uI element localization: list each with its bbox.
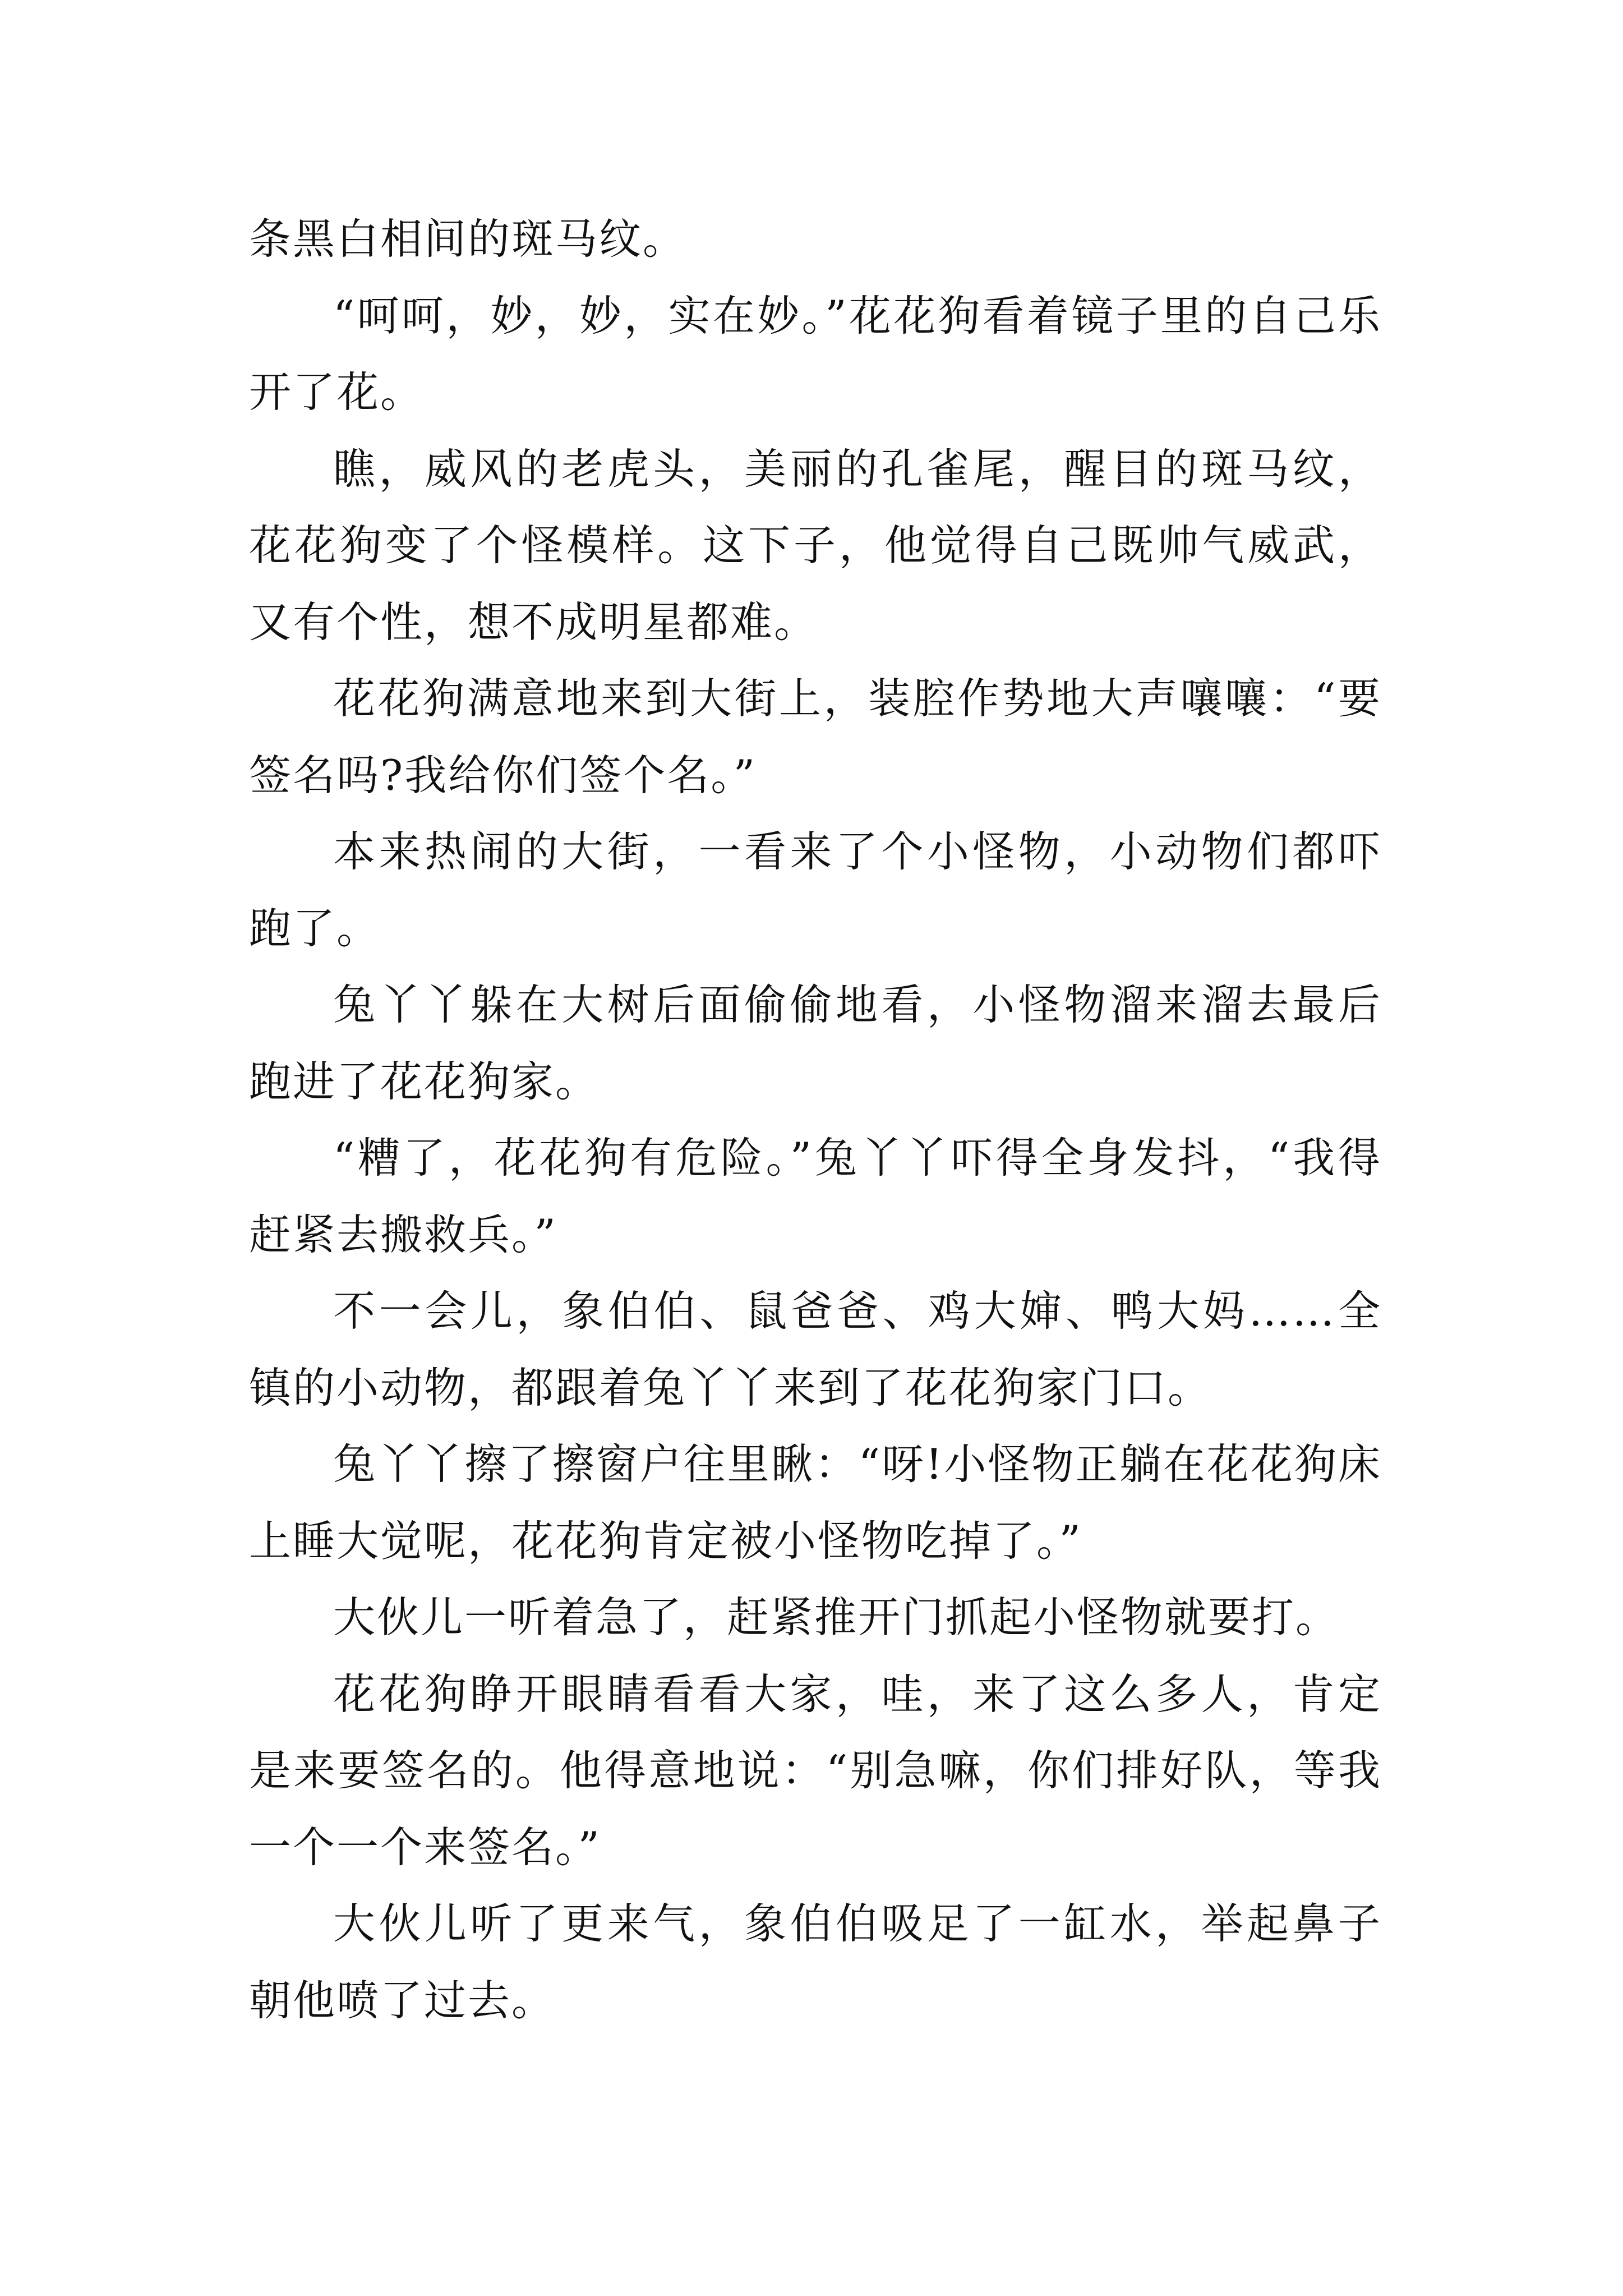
paragraph: 兔丫丫躲在大树后面偷偷地看，小怪物溜来溜去最后跑进了花花狗家。 (249, 980, 1382, 1106)
paragraph: “糟了，花花狗有危险。”兔丫丫吓得全身发抖，“我得赶紧去搬救兵。” (249, 1133, 1382, 1259)
paragraph: “呵呵，妙，妙，实在妙。”花花狗看着镜子里的自己乐开了花。 (249, 291, 1382, 417)
paragraph: 本来热闹的大街，一看来了个小怪物，小动物们都吓跑了。 (249, 827, 1382, 953)
paragraph: 花花狗满意地来到大街上，装腔作势地大声嚷嚷：“要签名吗?我给你们签个名。” (249, 674, 1382, 800)
paragraph: 瞧，威风的老虎头，美丽的孔雀尾，醒目的斑马纹，花花狗变了个怪模样。这下子，他觉得自己既帅气威武，又有个性，想不成明星都难。 (249, 444, 1382, 647)
paragraph: 大伙儿听了更来气，象伯伯吸足了一缸水，举起鼻子朝他喷了过去。 (249, 1899, 1382, 2025)
paragraph: 兔丫丫擦了擦窗户往里瞅：“呀!小怪物正躺在花花狗床上睡大觉呢，花花狗肯定被小怪物吃掉了。” (249, 1439, 1382, 1566)
paragraph-continuation: 条黑白相间的斑马纹。 (249, 214, 687, 264)
story-text (249, 201, 1382, 2039)
paragraph: 不一会儿，象伯伯、鼠爸爸、鸡大婶、鸭大妈……全镇的小动物，都跟着兔丫丫来到了花花狗家门口。 (249, 1286, 1382, 1412)
paragraph: 大伙儿一听着急了，赶紧推开门抓起小怪物就要打。 (333, 1593, 1340, 1642)
paragraph: 花花狗睁开眼睛看看大家，哇，来了这么多人，肯定是来要签名的。他得意地说：“别急嘛，你们排好队，等我一个一个来签名。” (249, 1669, 1382, 1872)
